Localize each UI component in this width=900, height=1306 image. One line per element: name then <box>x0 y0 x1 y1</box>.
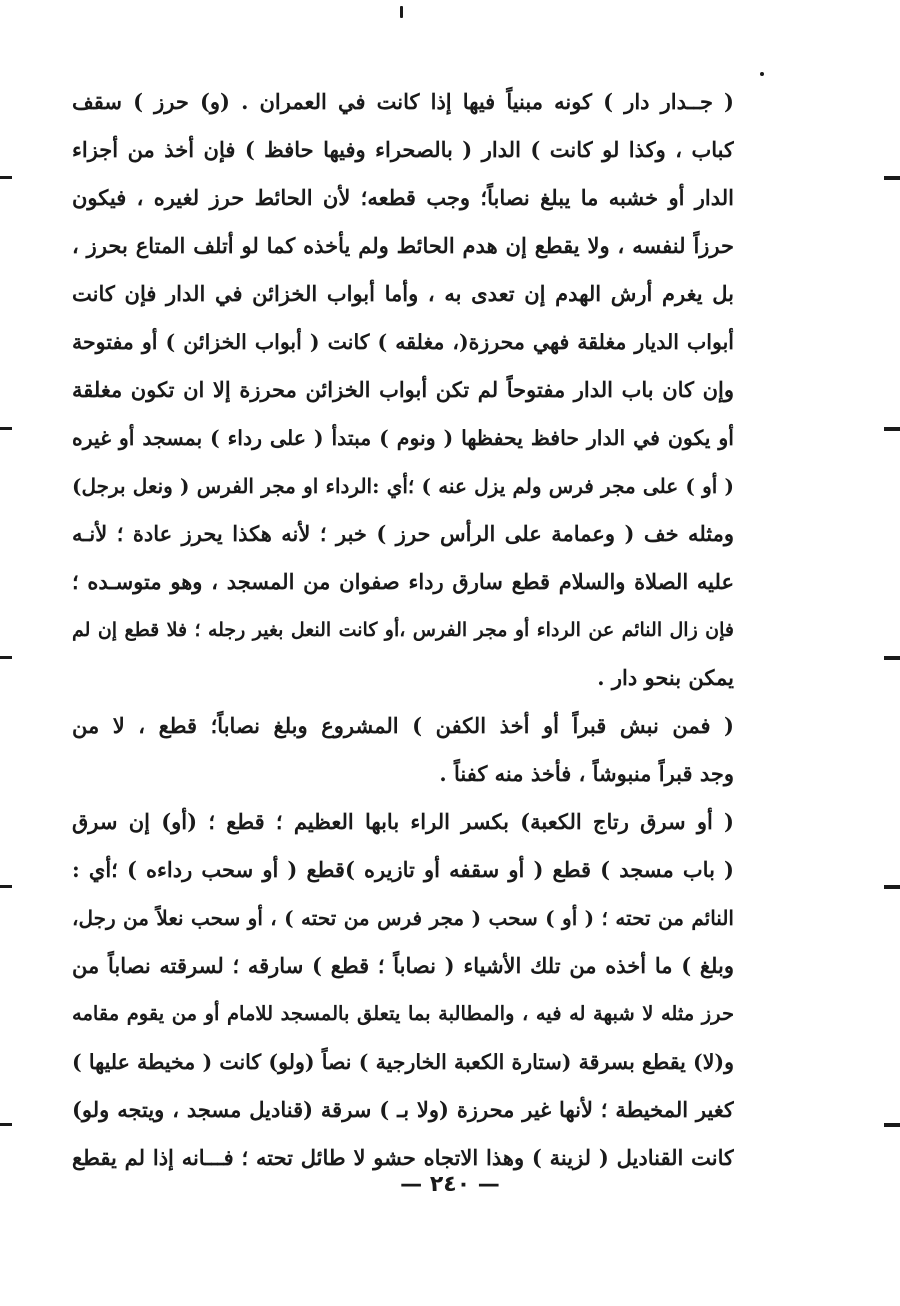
text-line: كانت القناديل ( لزينة ) وهذا الاتجاه حشو لا طائل تحته ؛ فـــانه إذا لم يقطع <box>72 1145 734 1170</box>
margin-mark <box>0 656 12 659</box>
scan-speck-right-top <box>760 72 764 76</box>
text-line: وبلغ ) ما أخذه من تلك الأشياء ( نصاباً ؛ قطع ) سارقه ؛ لسرقته نصاباً من <box>72 953 734 978</box>
margin-mark <box>0 427 12 430</box>
text-line: يمكن بنحو دار . <box>597 665 734 690</box>
text-line: عليه الصلاة والسلام قطع سارق رداء صفوان من المسجد ، وهو متوسـده ؛ <box>72 569 734 594</box>
text-line: وجد قبراً منبوشاً ، فأخذ منه كفناً . <box>439 761 734 786</box>
paragraph <box>72 78 734 702</box>
margin-mark <box>884 427 900 431</box>
text-line: كغير المخيطة ؛ لأنها غير محرزة (ولا بـ ) سرقة (قناديل مسجد ، ويتجه ولو) <box>72 1097 734 1122</box>
text-line: ( باب مسجد ) قطع ( أو سقفه أو تازيره )قطع ( أو سحب رداءه ) ؛أي : <box>72 857 734 882</box>
scan-speck-top <box>400 6 403 18</box>
paragraph <box>72 798 734 1182</box>
text-line: ( فمن نبش قبراً أو أخذ الكفن ) المشروع وبلغ نصاباً؛ قطع ، لا من <box>72 713 734 738</box>
text-line: وإن كان باب الدار مفتوحاً لم تكن أبواب الخزائن محرزة إلا ان تكون مغلقة <box>72 377 734 402</box>
text-line: ( جــدار دار ) كونه مبنياً فيها إذا كانت في العمران . (و) حرز ) سقف <box>72 89 734 114</box>
text-line: ومثله خف ( وعمامة على الرأس حرز ) خبر ؛ لأنه هكذا يحرز عادة ؛ لأنـه <box>72 521 734 546</box>
margin-mark <box>0 176 12 179</box>
text-line: النائم من تحته ؛ ( أو ) سحب ( مجر فرس من تحته ) ، أو سحب نعلاً من رجل، <box>72 906 734 930</box>
body-text <box>72 78 734 1182</box>
paragraph <box>72 702 734 798</box>
text-line: ( أو ) على مجر فرس ولم يزل عنه ) ؛أي :الرداء او مجر الفرس ( ونعل برجل) <box>72 474 734 498</box>
text-line: بل يغرم أرش الهدم إن تعدى به ، وأما أبواب الخزائن في الدار فإن كانت <box>72 281 734 306</box>
text-line: أو يكون في الدار حافظ يحفظها ( ونوم ) مبتدأ ( على رداء ) بمسجد أو غيره <box>72 426 734 450</box>
text-line: فإن زال النائم عن الرداء أو مجر الفرس ،أو كانت النعل بغير رجله ؛ فلا قطع إن لم <box>72 619 734 641</box>
text-line: أبواب الديار مغلقة فهي محرزة(، مغلقه ) كانت ( أبواب الخزائن ) أو مفتوحة <box>72 330 734 354</box>
text-line: ( أو سرق رتاج الكعبة) بكسر الراء بابها العظيم ؛ قطع ؛ (أو) إن سرق <box>72 809 734 834</box>
text-line: حرزاً لنفسه ، ولا يقطع إن هدم الحائط ولم يأخذه كما لو أتلف المتاع بحرز ، <box>72 233 734 258</box>
text-line: كباب ، وكذا لو كانت ) الدار ( بالصحراء وفيها حافظ ) فإن أخذ من أجزاء <box>72 137 734 162</box>
margin-mark <box>0 1123 12 1126</box>
margin-mark <box>884 656 900 660</box>
text-line: الدار أو خشبه ما يبلغ نصاباً؛ وجب قطعه؛ لأن الحائط حرز لغيره ، فيكون <box>72 185 734 210</box>
page-number: — ٢٤٠ — <box>400 1172 500 1197</box>
margin-mark <box>884 1123 900 1127</box>
text-line: و(لا) يقطع بسرقة (ستارة الكعبة الخارجية ) نصاً (ولو) كانت ( مخيطة عليها ) <box>72 1050 734 1074</box>
margin-mark <box>884 885 900 889</box>
text-line: حرز مثله لا شبهة له فيه ، والمطالبة بما يتعلق بالمسجد للامام أو من يقوم مقامه <box>72 1002 734 1025</box>
margin-mark <box>0 885 12 888</box>
margin-mark <box>884 176 900 180</box>
